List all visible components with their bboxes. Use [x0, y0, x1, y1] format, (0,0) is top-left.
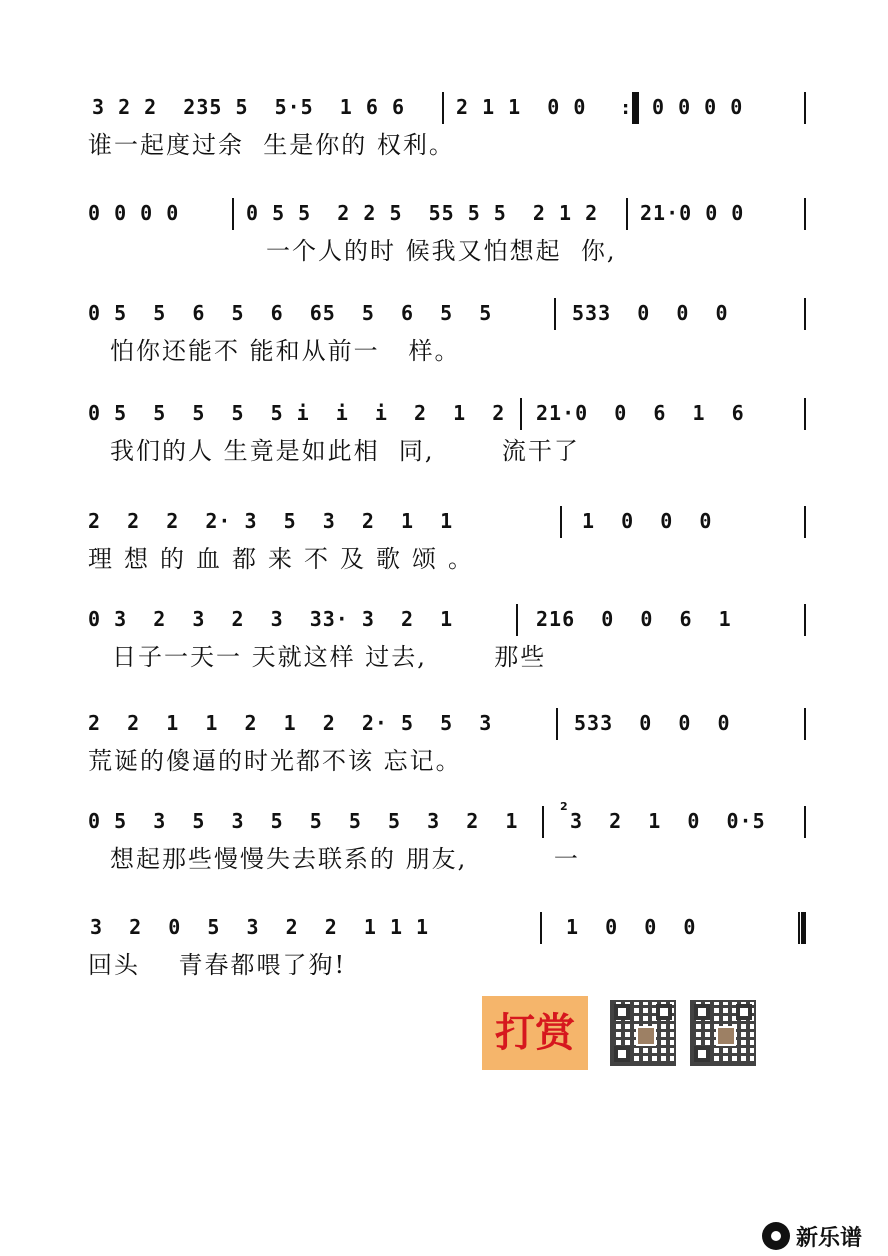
barline [516, 604, 518, 636]
notes-segment: 0 0 0 0 [652, 95, 744, 119]
vinyl-record-icon [762, 1222, 790, 1250]
notes-segment: 3 2 0 5 3 2 2 1 1 1 [90, 915, 430, 939]
notes-segment: 0 5 3 5 3 5 5 5 5 3 2 1 [88, 809, 519, 833]
barline [804, 298, 806, 330]
barline [560, 506, 562, 538]
notes-segment: 1 0 0 0 [566, 915, 697, 939]
notes-segment: 0 5 5 5 5 5 i i i 2 1 2 [88, 401, 506, 425]
barline [520, 398, 522, 430]
notes-segment: 0 0 0 0 [88, 201, 180, 225]
barline [442, 92, 444, 124]
lyrics: 怕你还能不 能和从前一 样。 [110, 337, 461, 365]
qr-code-icon [690, 1000, 756, 1066]
notes-segment: 2 1 1 0 0 [456, 95, 587, 119]
barline [804, 92, 806, 124]
qr-code-icon [610, 1000, 676, 1066]
brand-name: 新乐谱 [796, 1225, 863, 1251]
notes-segment: 0 5 5 6 5 6 65 5 6 5 5 [88, 301, 493, 325]
barline [804, 806, 806, 838]
reward-button[interactable]: 打赏 [482, 996, 588, 1070]
lyrics: 回头 青春都喂了狗! [88, 951, 347, 979]
barline [540, 912, 542, 944]
notes-segment: 3 2 2 235 5 5·5 1 6 6 [92, 95, 405, 119]
lyrics: 我们的人 生竟是如此相 同, 流干了 [110, 437, 580, 465]
barline [804, 398, 806, 430]
notes-segment: 2 2 1 1 2 1 2 2· 5 5 3 [88, 711, 493, 735]
lyrics: 谁一起度过余 生是你的 权利。 [88, 131, 455, 159]
notes-segment: 0 5 5 2 2 5 55 5 5 2 1 2 [246, 201, 599, 225]
barline [804, 198, 806, 230]
repeat-sign: : [622, 98, 630, 119]
barline [556, 708, 558, 740]
barline [542, 806, 544, 838]
grace-note: 2 [560, 800, 568, 813]
notes-segment: 0 3 2 3 2 3 33· 3 2 1 [88, 607, 454, 631]
notes-segment: 3 2 1 0 0·5 [570, 809, 766, 833]
lyrics: 想起那些慢慢失去联系的 朋友, 一 [110, 845, 580, 873]
notes-segment: 1 0 0 0 [582, 509, 713, 533]
repeat-barline [632, 92, 639, 124]
barline [804, 708, 806, 740]
barline [804, 604, 806, 636]
notes-segment: 216 0 0 6 1 [536, 607, 732, 631]
lyrics: 理想的血都来不及歌颂。 [88, 545, 484, 573]
lyrics: 日子一天一 天就这样 过去, 那些 [112, 643, 547, 671]
notes-segment: 533 0 0 0 [572, 301, 729, 325]
notes-segment: 2 2 2 2· 3 5 3 2 1 1 [88, 509, 454, 533]
notes-segment: 21·0 0 0 [640, 201, 745, 225]
barline [554, 298, 556, 330]
lyrics: 一个人的时 候我又怕想起 你, [266, 237, 617, 265]
notes-segment: 533 0 0 0 [574, 711, 731, 735]
final-barline [798, 912, 806, 944]
barline [804, 506, 806, 538]
barline [232, 198, 234, 230]
barline [626, 198, 628, 230]
lyrics: 荒诞的傻逼的时光都不该 忘记。 [88, 747, 462, 775]
brand-logo [762, 1220, 862, 1252]
notes-segment: 21·0 0 6 1 6 [536, 401, 745, 425]
